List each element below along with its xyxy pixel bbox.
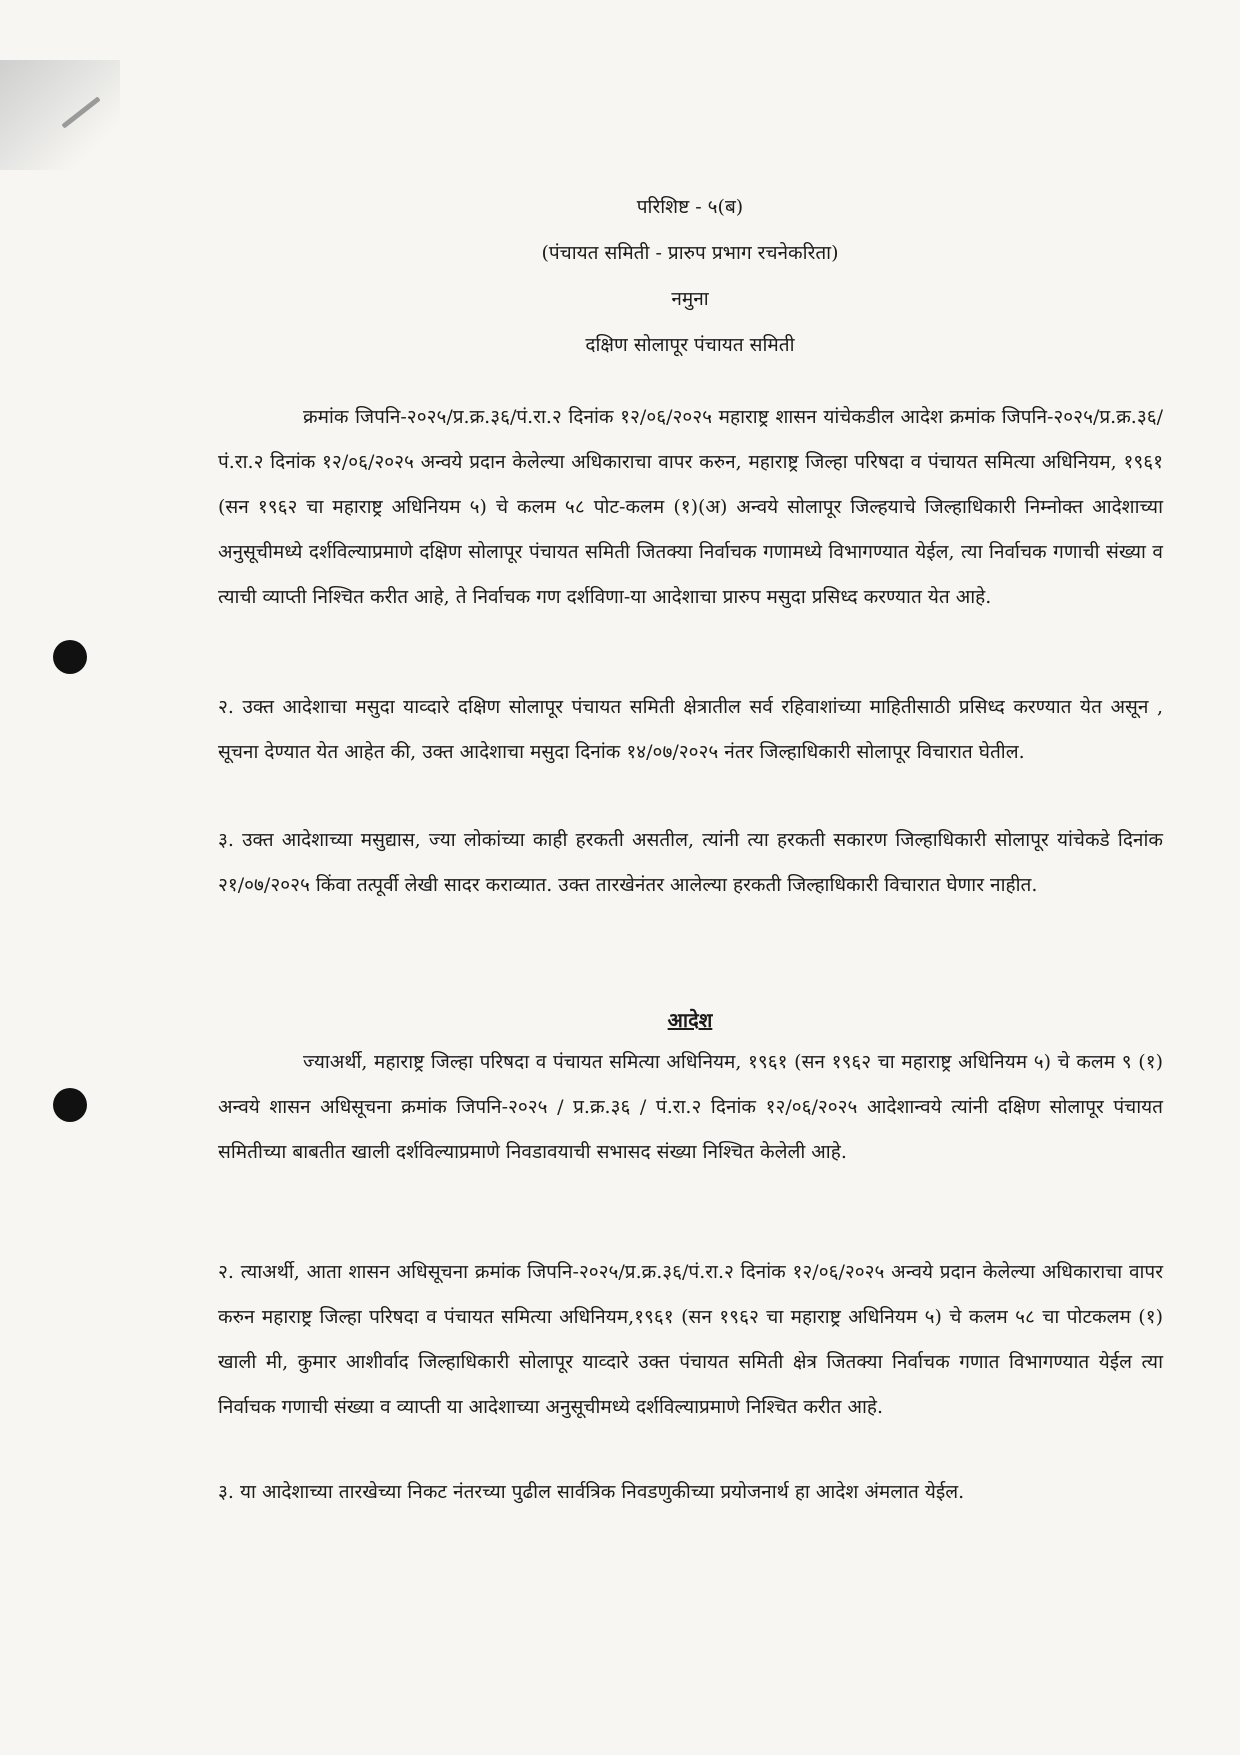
committee-name: दक्षिण सोलापूर पंचायत समिती: [585, 334, 795, 356]
scan-shadow: [0, 60, 120, 170]
order-heading: आदेश: [667, 1008, 713, 1032]
notice-paragraph-3: ३. उक्त आदेशाच्या मसुद्यास, ज्या लोकांच्या काही हरकती असतील, त्यांनी त्या हरकती सकारण जिल्हाधिकारी सोलापूर यांचेकडे दिनांक २१/०७/२०२५ किंवा तत्पूर्वी लेखी सादर कराव्यात. उक्त तारखेनंतर आलेल्या हरकती जिल्हाधिकारी विचारात घेणार नाहीत.: [218, 829, 1163, 896]
notice-paragraph-1: क्रमांक जिपनि-२०२५/प्र.क्र.३६/पं.रा.२ दिनांक १२/०६/२०२५ महाराष्ट्र शासन यांचेकडील आदेश क्रमांक जिपनि-२०२५/प्र.क्र.३६/पं.रा.२ दिनांक १२/०६/२०२५ अन्वये प्रदान केलेल्या अधिकाराचा वापर करुन, महाराष्ट्र जिल्हा परिषदा व पंचायत समित्या अधिनियम, १९६१ (सन १९६२ चा महाराष्ट्र अधिनियम ५) चे कलम ५८ पोट-कलम (१)(अ) अन्वये सोलापूर जिल्हयाचे जिल्हाधिकारी निम्नोक्त आदेशाच्या अनुसूचीमध्ये दर्शविल्याप्रमाणे दक्षिण सोलापूर पंचायत समिती जितक्या निर्वाचक गणामध्ये विभागण्यात येईल, त्या निर्वाचक गणाची संख्या व त्याची व्याप्ती निश्चित करीत आहे, ते निर्वाचक गण दर्शविणा-या आदेशाचा प्रारुप मसुदा प्रसिध्द करण्यात येत आहे.: [218, 406, 1163, 608]
notice-paragraph-2: २. उक्त आदेशाचा मसुदा याव्दारे दक्षिण सोलापूर पंचायत समिती क्षेत्रातील सर्व रहिवाशांच्या माहितीसाठी प्रसिध्द करण्यात येत असून , सूचना देण्यात येत आहेत की, उक्त आदेशाचा मसुदा दिनांक १४/०७/२०२५ नंतर जिल्हाधिकारी सोलापूर विचारात घेतील.: [218, 696, 1163, 763]
appendix-title: परिशिष्ट - ५(ब): [636, 196, 744, 218]
sample-label: नमुना: [671, 288, 709, 310]
punch-hole: [53, 640, 87, 674]
appendix-subtitle: (पंचायत समिती - प्रारुप प्रभाग रचनेकरिता): [541, 242, 839, 264]
order-paragraph-1: ज्याअर्थी, महाराष्ट्र जिल्हा परिषदा व पंचायत समित्या अधिनियम, १९६१ (सन १९६२ चा महाराष्ट्र अधिनियम ५) चे कलम ९ (१) अन्वये शासन अधिसूचना क्रमांक जिपनि-२०२५ / प्र.क्र.३६ / पं.रा.२ दिनांक १२/०६/२०२५ आदेशान्वये त्यांनी दक्षिण सोलापूर पंचायत समितीच्या बाबतीत खाली दर्शविल्याप्रमाणे निवडावयाची सभासद संख्या निश्चित केलेली आहे.: [218, 1051, 1163, 1163]
order-paragraph-3: ३. या आदेशाच्या तारखेच्या निकट नंतरच्या पुढील सार्वत्रिक निवडणुकीच्या प्रयोजनार्थ हा आदेश अंमलात येईल.: [218, 1481, 965, 1503]
punch-hole: [53, 1088, 87, 1122]
order-paragraph-2: २. त्याअर्थी, आता शासन अधिसूचना क्रमांक जिपनि-२०२५/प्र.क्र.३६/पं.रा.२ दिनांक १२/०६/२०२५ अन्वये प्रदान केलेल्या अधिकाराचा वापर करुन महाराष्ट्र जिल्हा परिषदा व पंचायत समित्या अधिनियम,१९६१ (सन १९६२ चा महाराष्ट्र अधिनियम ५) चे कलम ५८ चा पोटकलम (१) खाली मी, कुमार आशीर्वाद जिल्हाधिकारी सोलापूर याव्दारे उक्त पंचायत समिती क्षेत्र जितक्या निर्वाचक गणात विभागण्यात येईल त्या निर्वाचक गणाची संख्या व व्याप्ती या आदेशाच्या अनुसूचीमध्ये दर्शविल्याप्रमाणे निश्चित करीत आहे.: [218, 1261, 1163, 1418]
